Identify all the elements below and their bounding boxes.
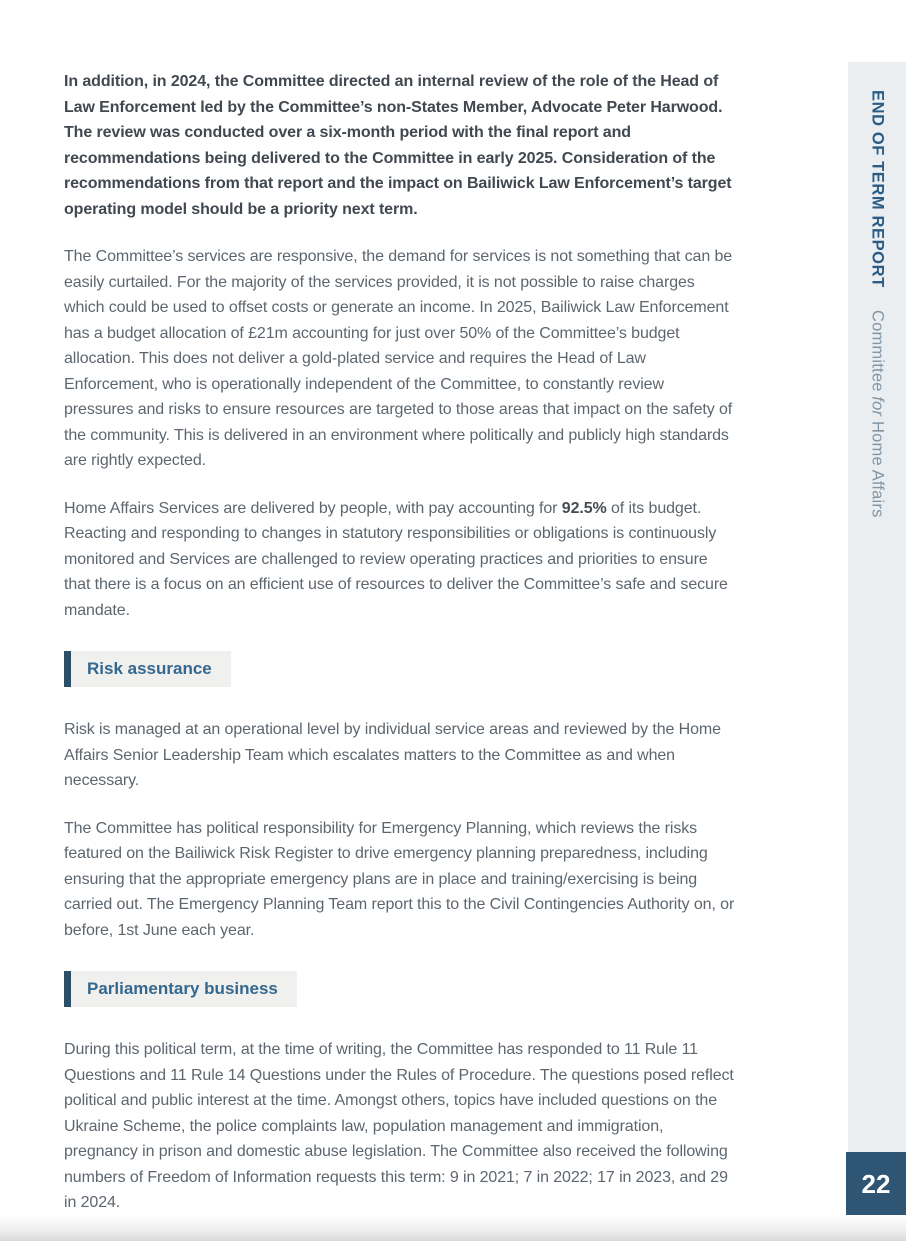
pay-percentage-bold: 92.5%: [561, 499, 607, 517]
heading-accent-bar: [64, 651, 71, 687]
page-number: 22: [861, 1168, 891, 1199]
heading-risk-assurance-label: Risk assurance: [71, 651, 231, 687]
side-band-vertical-text: [868, 90, 887, 517]
services-paragraph: The Committee’s services are responsive, the demand for services is not something that can be easily curtailed. For the majority of the services provided, it is not possible to raise charges which could be used to offset costs or generate an income. In 2025, Bailiwick Law Enforcement has a budget allocation of £21m accounting for just over 50% of the Committee’s budget allocation. This does not deliver a gold-plated service and requires the Head of Law Enforcement, who is operationally independent of the Committee, to constantly review pressures and risks to ensure resources are targeted to those areas that impact on the safety of the community. This is delivered in an environment where politically and publicly high standards are rightly expected.: [64, 248, 733, 469]
committee-subtitle-vertical: [869, 310, 887, 518]
pay-paragraph-end: of its budget. Reacting and responding to changes in statutory responsibilities or obligations is continuously monitored and Services are challenged to review operating practices and priorities to ensure that there is a focus on an efficient use of resources to deliver the Committee’s safe and secure mandate.: [64, 499, 728, 619]
emergency-planning-paragraph: The Committee has political responsibility for Emergency Planning, which reviews the risks featured on the Bailiwick Risk Register to drive emergency planning preparedness, including ensuring that the appropriate emergency plans are in place and training/exercising is being carried out. The Emergency Planning Team report this to the Civil Contingencies Authority on, or before, 1st June each year.: [64, 819, 735, 939]
committee-subtitle-pre: Committee: [868, 309, 887, 397]
pay-paragraph: [64, 496, 736, 624]
heading-parliamentary-business-label: Parliamentary business: [71, 971, 297, 1007]
committee-subtitle-for-italic: for: [868, 396, 887, 417]
page-bottom-shadow: [0, 1215, 906, 1241]
page-number-badge: [846, 1152, 906, 1216]
committee-subtitle-post: Home Affairs: [868, 416, 887, 518]
heading-accent-bar: [64, 971, 71, 1007]
report-side-band: [848, 62, 906, 1152]
risk-paragraph: Risk is managed at an operational level by individual service areas and reviewed by the Home Affairs Senior Leadership Team which escalates matters to the Committee as and when necessary.: [64, 721, 721, 789]
heading-risk-assurance: [64, 651, 231, 687]
heading-parliamentary-business: [64, 971, 297, 1007]
pay-paragraph-start: Home Affairs Services are delivered by people, with pay accounting for: [64, 499, 562, 517]
parliamentary-paragraph: During this political term, at the time of writing, the Committee has responded to 11 Rule 11 Questions and 11 Rule 14 Questions under the Rules of Procedure. The questions posed reflect political and public interest at the time. Amongst others, topics have included questions on the Ukraine Scheme, the police complaints law, population management and immigration, pregnancy in prison and domestic abuse legislation. The Committee also received the following numbers of Freedom of Information requests this term: 9 in 2021; 7 in 2022; 17 in 2023, and 29 in 2024.: [64, 1041, 734, 1211]
report-title-vertical: END OF TERM REPORT: [868, 90, 887, 288]
page-content: [64, 69, 736, 1238]
intro-paragraph: In addition, in 2024, the Committee directed an internal review of the role of the Head of Law Enforcement led by the Committee’s non-States Member, Advocate Peter Harwood. The review was conducted over a six-month period with the final report and recommendations being delivered to the Committee in early 2025. Consideration of the recommendations from that report and the impact on Bailiwick Law Enforcement’s target operating model should be a priority next term.: [64, 73, 732, 218]
